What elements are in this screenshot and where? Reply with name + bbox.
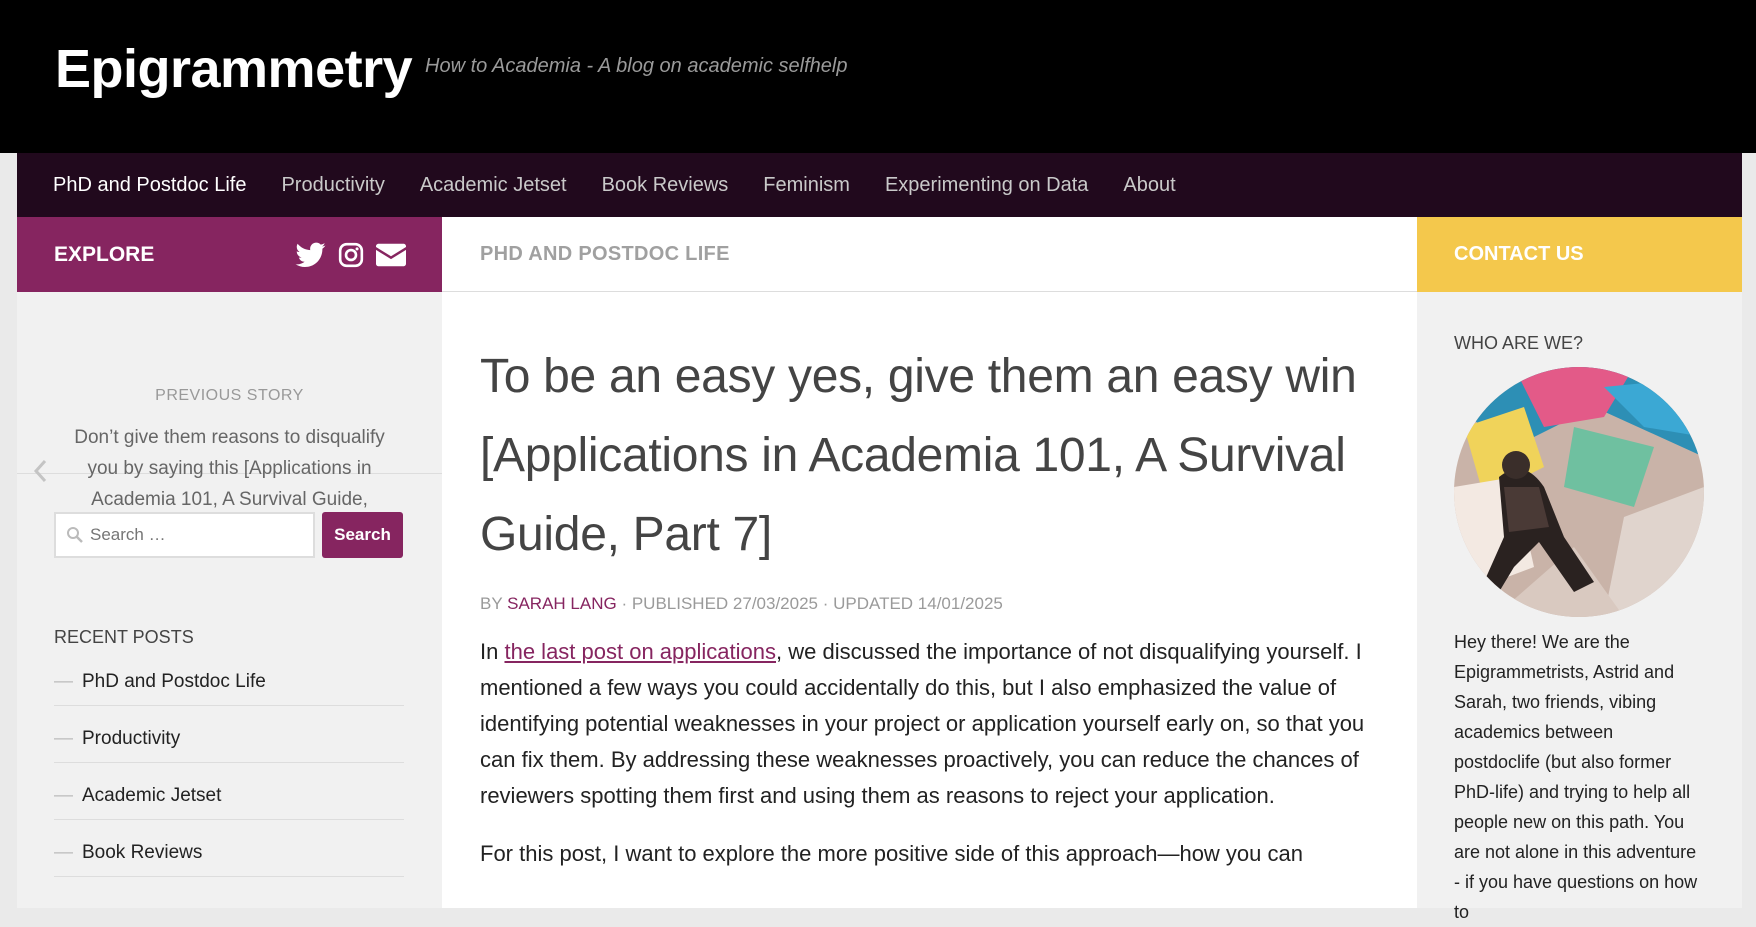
recent-posts-title: RECENT POSTS — [54, 627, 194, 647]
instagram-icon[interactable] — [336, 240, 366, 270]
author-link[interactable]: SARAH LANG — [507, 594, 617, 613]
nav-item-about[interactable]: About — [1123, 173, 1176, 196]
search-button[interactable]: Search — [322, 512, 403, 558]
left-sidebar — [17, 217, 442, 908]
site-tagline: How to Academia - A blog on academic selfhelp — [425, 55, 848, 77]
list-item[interactable]: — Productivity — [54, 706, 404, 763]
previous-story[interactable] — [17, 292, 442, 510]
category-heading: PHD AND POSTDOC LIFE — [442, 217, 1417, 292]
social-links — [296, 240, 406, 270]
contact-us-button[interactable]: CONTACT US — [1417, 217, 1742, 292]
who-are-we-title: WHO ARE WE? — [1454, 333, 1584, 353]
twitter-icon[interactable] — [296, 240, 326, 270]
site-title[interactable]: Epigrammetry — [55, 39, 413, 99]
list-item[interactable]: — Book Reviews — [54, 820, 404, 877]
search-icon — [66, 526, 84, 549]
nav-item-productivity[interactable]: Productivity — [281, 173, 385, 196]
right-sidebar — [1417, 217, 1742, 922]
nav-item-academic-jetset[interactable]: Academic Jetset — [419, 173, 567, 196]
explore-title: EXPLORE — [54, 242, 155, 266]
site-header — [0, 0, 1756, 153]
chevron-left-icon[interactable] — [33, 457, 47, 491]
nav-item-book-reviews[interactable]: Book Reviews — [601, 173, 729, 196]
search-form — [54, 512, 403, 558]
paragraph: In the last post on applications, we discussed the importance of not disqualifying yourself. I mentioned a few ways you could accidentally do this, but I also emphasized the value of identifying potential weaknesses in your project or application yourself early on, so that you can fix them. By addressing these weaknesses proactively, you can reduce the chances of reviewers spotting them first and using them as reasons to reject your application. — [480, 639, 1365, 808]
explore-bar — [17, 217, 442, 292]
list-item[interactable]: — PhD and Postdoc Life — [54, 649, 404, 706]
paragraph: For this post, I want to explore the more positive side of this approach—how you can — [480, 841, 1303, 866]
list-item[interactable]: — Academic Jetset — [54, 763, 404, 820]
nav-item-feminism[interactable]: Feminism — [763, 173, 850, 196]
post-dates: · PUBLISHED 27/03/2025 · UPDATED 14/01/2025 — [621, 594, 1003, 613]
recent-posts-list — [54, 649, 404, 877]
article-body — [480, 634, 1380, 872]
nav-item-phd-postdoc-life[interactable]: PhD and Postdoc Life — [53, 173, 247, 196]
article — [480, 337, 1380, 894]
main-content — [442, 217, 1417, 908]
about-text: Hey there! We are the Epigrammetrists, Astrid and Sarah, two friends, vibing academics between postdoclife (but also former PhD-life) and trying to help all people new on this path. You are not alone in this adventure - if you have questions on how to — [1454, 632, 1698, 922]
main-nav — [17, 153, 1742, 217]
previous-story-title[interactable]: Don’t give them reasons to disqualify you by saying this [Applications in Academia 101, A Survival Guide, — [74, 427, 385, 510]
search-input[interactable] — [54, 512, 315, 558]
post-title: To be an easy yes, give them an easy win [Applications in Academia 101, A Survival Guide, Part 7] — [480, 350, 1357, 561]
previous-story-label: PREVIOUS STORY — [155, 387, 304, 404]
envelope-icon[interactable] — [376, 240, 406, 270]
author-photo — [1454, 367, 1704, 617]
byline: BY SARAH LANG · PUBLISHED 27/03/2025 · UPDATED 14/01/2025 — [480, 594, 1003, 613]
nav-item-experimenting-on-data[interactable]: Experimenting on Data — [884, 173, 1089, 196]
last-post-link[interactable]: the last post on applications — [504, 639, 776, 664]
